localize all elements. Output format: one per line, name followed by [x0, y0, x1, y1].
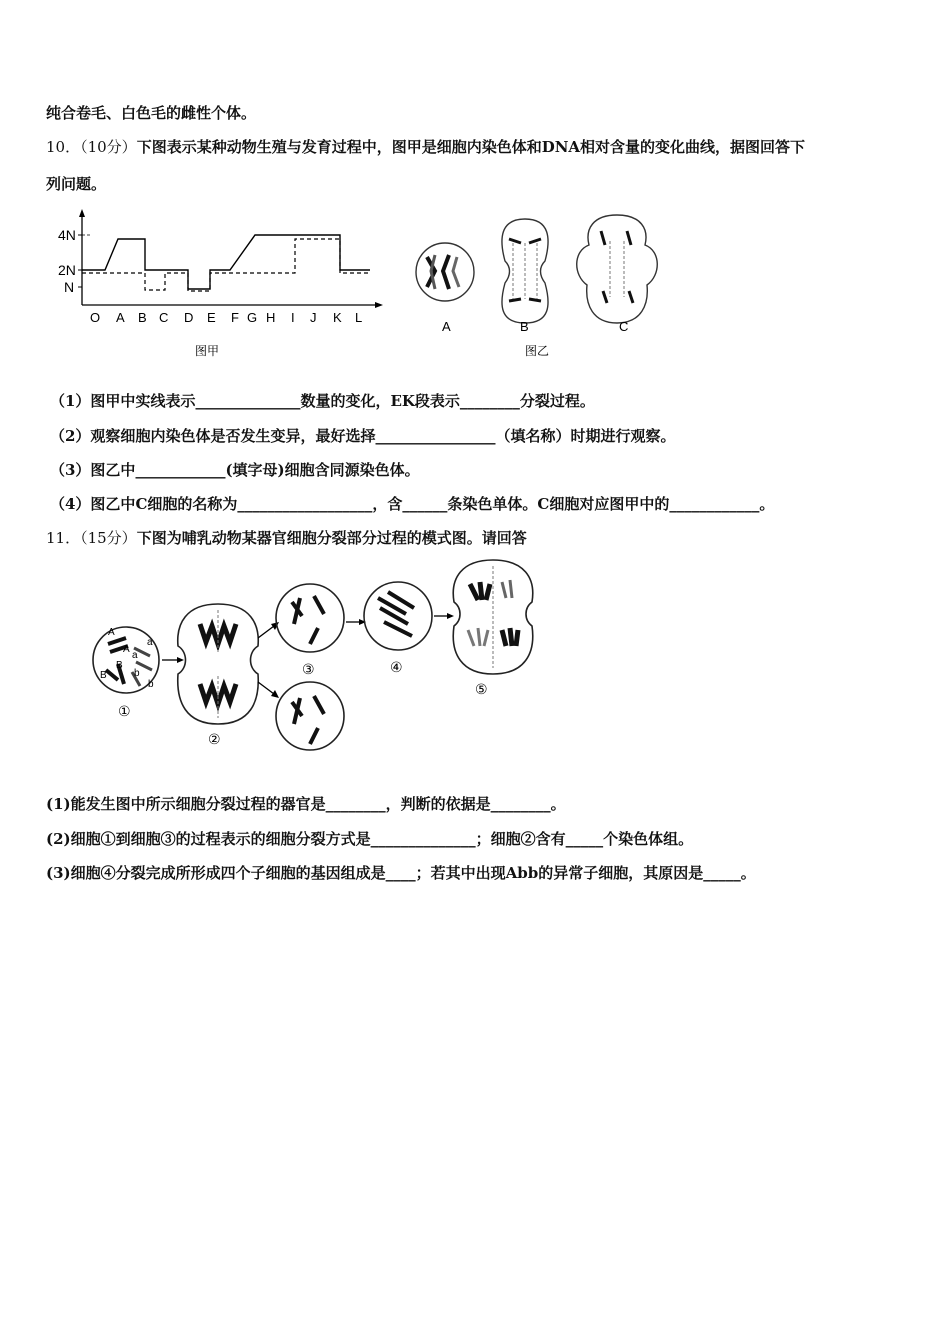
gene-label-a2: a [132, 650, 138, 661]
x-label-c: C [159, 310, 169, 325]
q10-number: 10． [46, 138, 81, 156]
figure-yi-caption: 图乙 [525, 344, 550, 358]
q10-sub1: （1）图甲中实线表示______________数量的变化，EK段表示________分裂过程。 [50, 392, 595, 410]
gene-label-B2: B [100, 670, 107, 681]
cell-4-drawing [364, 582, 432, 650]
x-label-j: J [310, 310, 317, 325]
cell-number-3: ③ [302, 661, 315, 677]
gene-label-B1: B [116, 660, 123, 671]
q10-stem-line2: 列问题。 [46, 175, 107, 193]
cell-number-2: ② [208, 731, 221, 747]
q11-stem [46, 527, 527, 548]
cell-lower-drawing [276, 682, 344, 750]
figure-jia-caption: 图甲 [195, 344, 220, 358]
q10-sub2: （2）观察细胞内染色体是否发生变异，最好选择________________（填名称）时期进行观察。 [50, 427, 676, 445]
x-label-a: A [116, 310, 125, 325]
figure-q11 [88, 552, 548, 757]
cell-number-4: ④ [390, 659, 403, 675]
cell-b-drawing [502, 219, 548, 323]
y-label-2n: 2N [58, 262, 76, 278]
q11-sub3: (3)细胞④分裂完成所形成四个子细胞的基因组成是____；若其中出现Abb的异常子细胞，其原因是_____。 [46, 864, 756, 882]
q10-stem-text: 下图表示某种动物生殖与发育过程中，图甲是细胞内染色体和DNA相对含量的变化曲线，据图回答下 [136, 138, 806, 156]
cell-number-1: ① [118, 703, 131, 719]
x-label-i: I [291, 310, 295, 325]
q11-sub1: (1)能发生图中所示细胞分裂过程的器官是________，判断的依据是________。 [46, 795, 566, 813]
cell-label-c: C [619, 319, 629, 334]
cell-3-drawing [276, 584, 344, 652]
q11-score: （15分） [80, 529, 137, 547]
q10-sub3: （3）图乙中____________(填字母)细胞含同源染色体。 [50, 461, 420, 479]
x-label-l: L [355, 310, 363, 325]
x-label-e: E [207, 310, 216, 325]
cell-2-drawing [178, 604, 258, 724]
cell-a-drawing [416, 243, 474, 301]
gene-label-A1: A [108, 627, 115, 638]
gene-label-b2: b [148, 679, 154, 690]
solid-curve [82, 235, 370, 289]
q10-stem-line1 [46, 136, 805, 157]
x-label-k: K [333, 310, 342, 325]
gene-label-b1: b [134, 668, 140, 679]
y-label-4n: 4N [58, 227, 76, 243]
dashed-curve [82, 239, 370, 291]
x-label-d: D [184, 310, 194, 325]
x-label-g: G [247, 310, 258, 325]
q10-score: （10分） [80, 138, 137, 156]
gene-label-a1: a [147, 637, 153, 648]
cell-label-a: A [442, 319, 451, 334]
y-axis-arrow [79, 209, 85, 217]
x-label-h: H [266, 310, 276, 325]
q11-sub2: (2)细胞①到细胞③的过程表示的细胞分裂方式是______________；细胞②含有_____个染色体组。 [46, 830, 694, 848]
figure-jia [50, 205, 390, 365]
cell-5-drawing [453, 560, 532, 674]
x-label-b: B [138, 310, 147, 325]
cell-c-drawing [577, 215, 658, 323]
y-label-n: N [64, 279, 75, 295]
q11-stem-text: 下图为哺乳动物某器官细胞分裂部分过程的模式图。请回答 [136, 529, 527, 547]
cell-label-b: B [520, 319, 529, 334]
cell-number-5: ⑤ [475, 681, 488, 697]
intro-tail: 纯合卷毛、白色毛的雌性个体。 [46, 104, 257, 122]
figure-yi [405, 205, 675, 365]
q10-sub4: （4）图乙中C细胞的名称为__________________，含______条染色单体。C细胞对应图甲中的____________。 [50, 495, 775, 513]
q11-number: 11． [46, 529, 81, 547]
x-label-o: O [90, 310, 101, 325]
x-axis-arrow [375, 302, 383, 308]
gene-label-A2: A [123, 644, 130, 655]
x-label-f: F [231, 310, 239, 325]
